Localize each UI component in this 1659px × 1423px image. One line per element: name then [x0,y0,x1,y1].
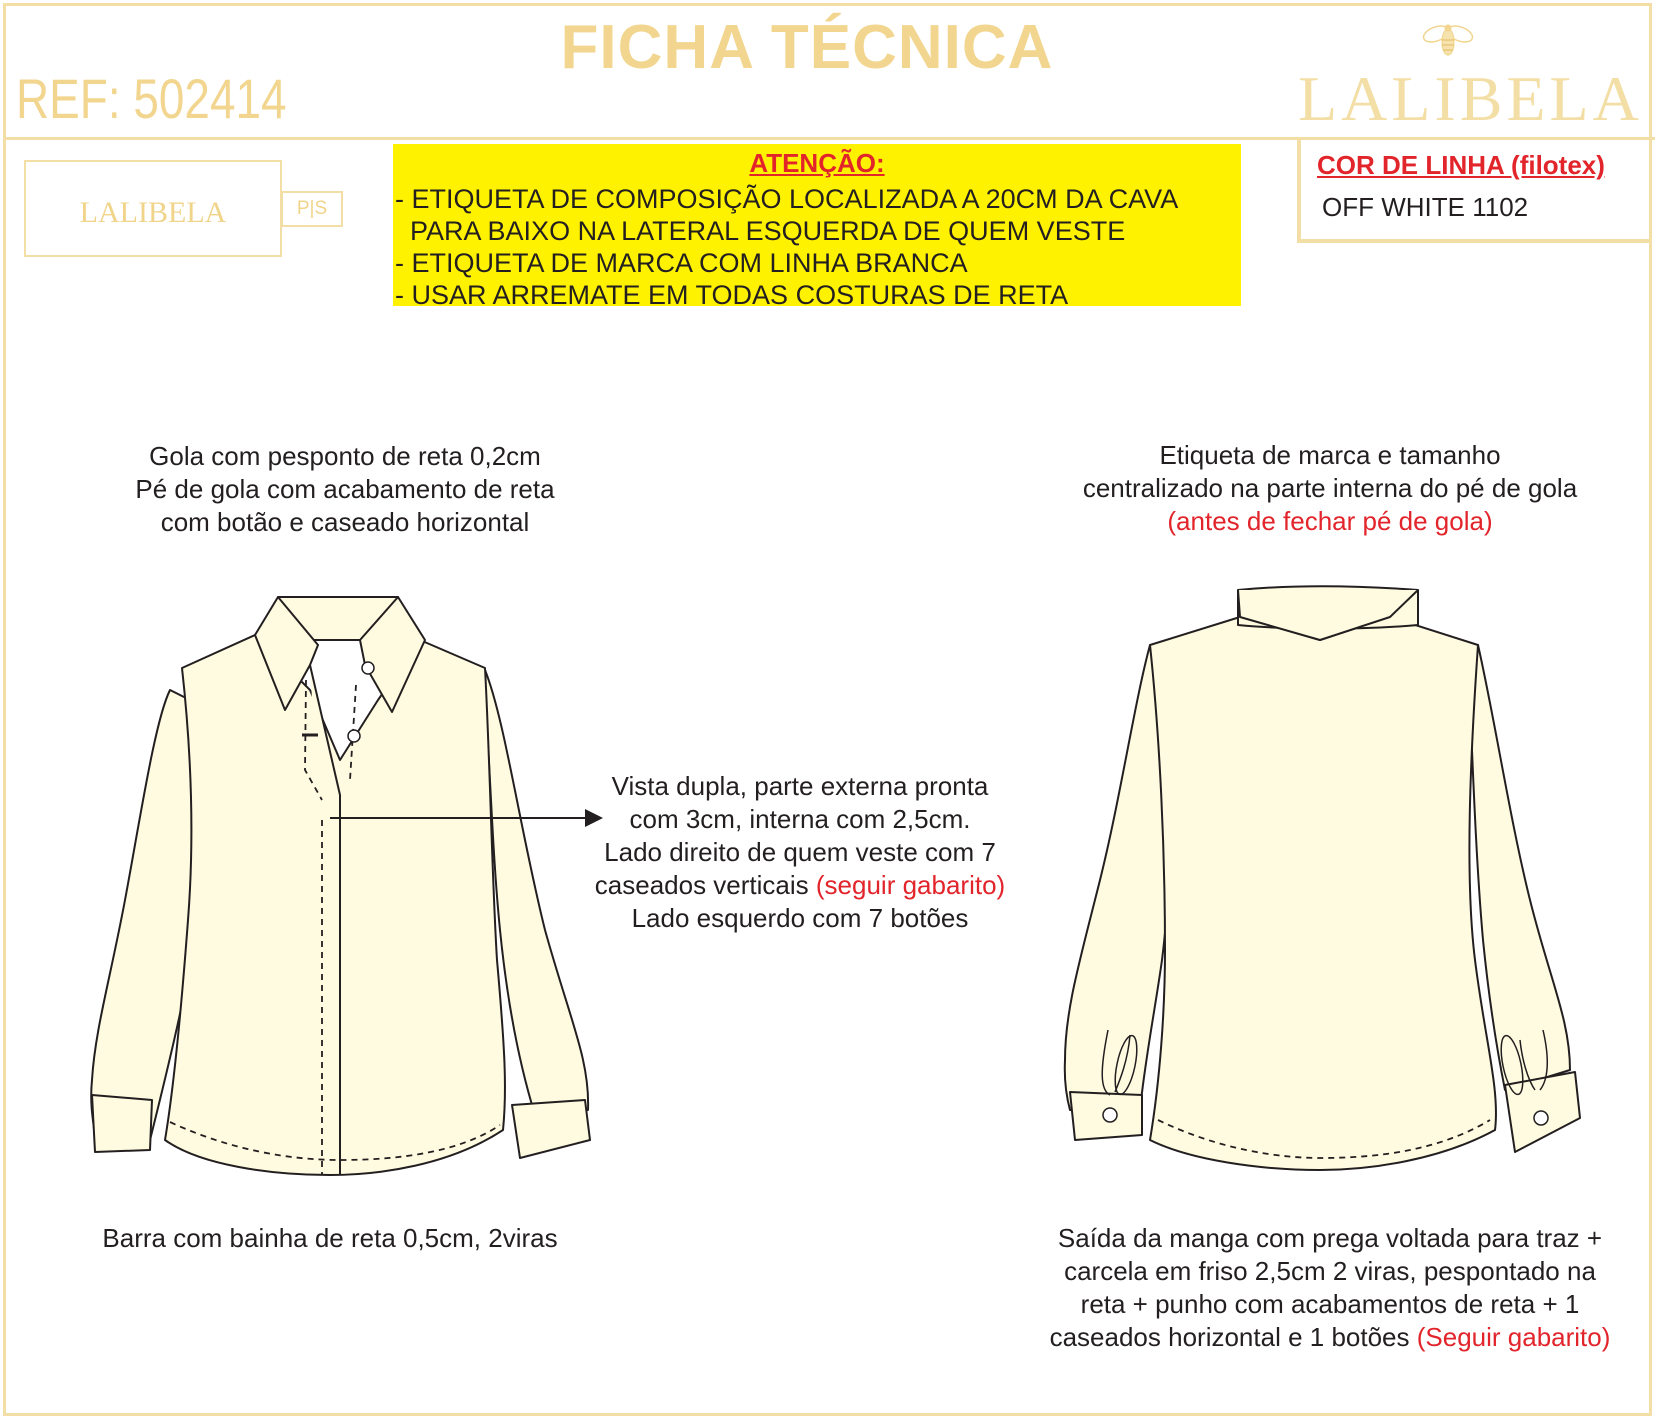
attention-title: ATENÇÃO: [749,148,885,178]
note-line: Vista dupla, parte externa pronta [611,771,989,801]
note-line: centralizado na parte interna do pé de gola [1082,473,1578,503]
note-line: Etiqueta de marca e tamanho [1159,440,1501,470]
page-title: FICHA TÉCNICA [560,13,1054,82]
note-line: Gola com pesponto de reta 0,2cm [149,441,541,471]
reference-number: REF: 502414 [16,67,287,130]
hem-note: Barra com bainha de reta 0,5cm, 2viras [102,1223,558,1253]
note-line: Lado esquerdo com 7 botões [631,903,969,933]
note-line: Lado direito de quem veste com 7 [604,837,996,867]
attention-line: PARA BAIXO NA LATERAL ESQUERDA DE QUEM VESTE [395,216,1126,246]
brand-logo-text: LALIBELA [1298,63,1643,134]
note-text: caseados verticais [594,870,816,900]
size-tag: P|S [281,191,343,227]
note-line: com botão e caseado horizontal [160,507,530,537]
note-line: Saída da manga com prega voltada para traz + [1057,1223,1603,1253]
note-line: reta + punho com acabamentos de reta + 1 [1080,1289,1580,1319]
attention-line: - ETIQUETA DE MARCA COM LINHA BRANCA [395,248,968,278]
note-text-highlight: (seguir gabarito) [815,870,1006,900]
note-line-highlight: (antes de fechar pé de gola) [1167,506,1493,536]
attention-line: - USAR ARREMATE EM TODAS COSTURAS DE RETA [395,280,1069,310]
note-line: com 3cm, interna com 2,5cm. [629,804,971,834]
thread-color-title: COR DE LINHA (filotex) [1317,150,1605,180]
note-text: caseados horizontal e 1 botões [1049,1322,1417,1352]
note-text-highlight: (Seguir gabarito) [1416,1322,1611,1352]
note-line: Pé de gola com acabamento de reta [135,474,555,504]
thread-color-value: OFF WHITE 1102 [1322,192,1529,222]
note-line: carcela em friso 2,5cm 2 viras, pespontado na [1064,1256,1596,1286]
attention-line: - ETIQUETA DE COMPOSIÇÃO LOCALIZADA A 20CM DA CAVA [395,184,1179,214]
label-brand-text: LALIBELA [79,196,227,229]
